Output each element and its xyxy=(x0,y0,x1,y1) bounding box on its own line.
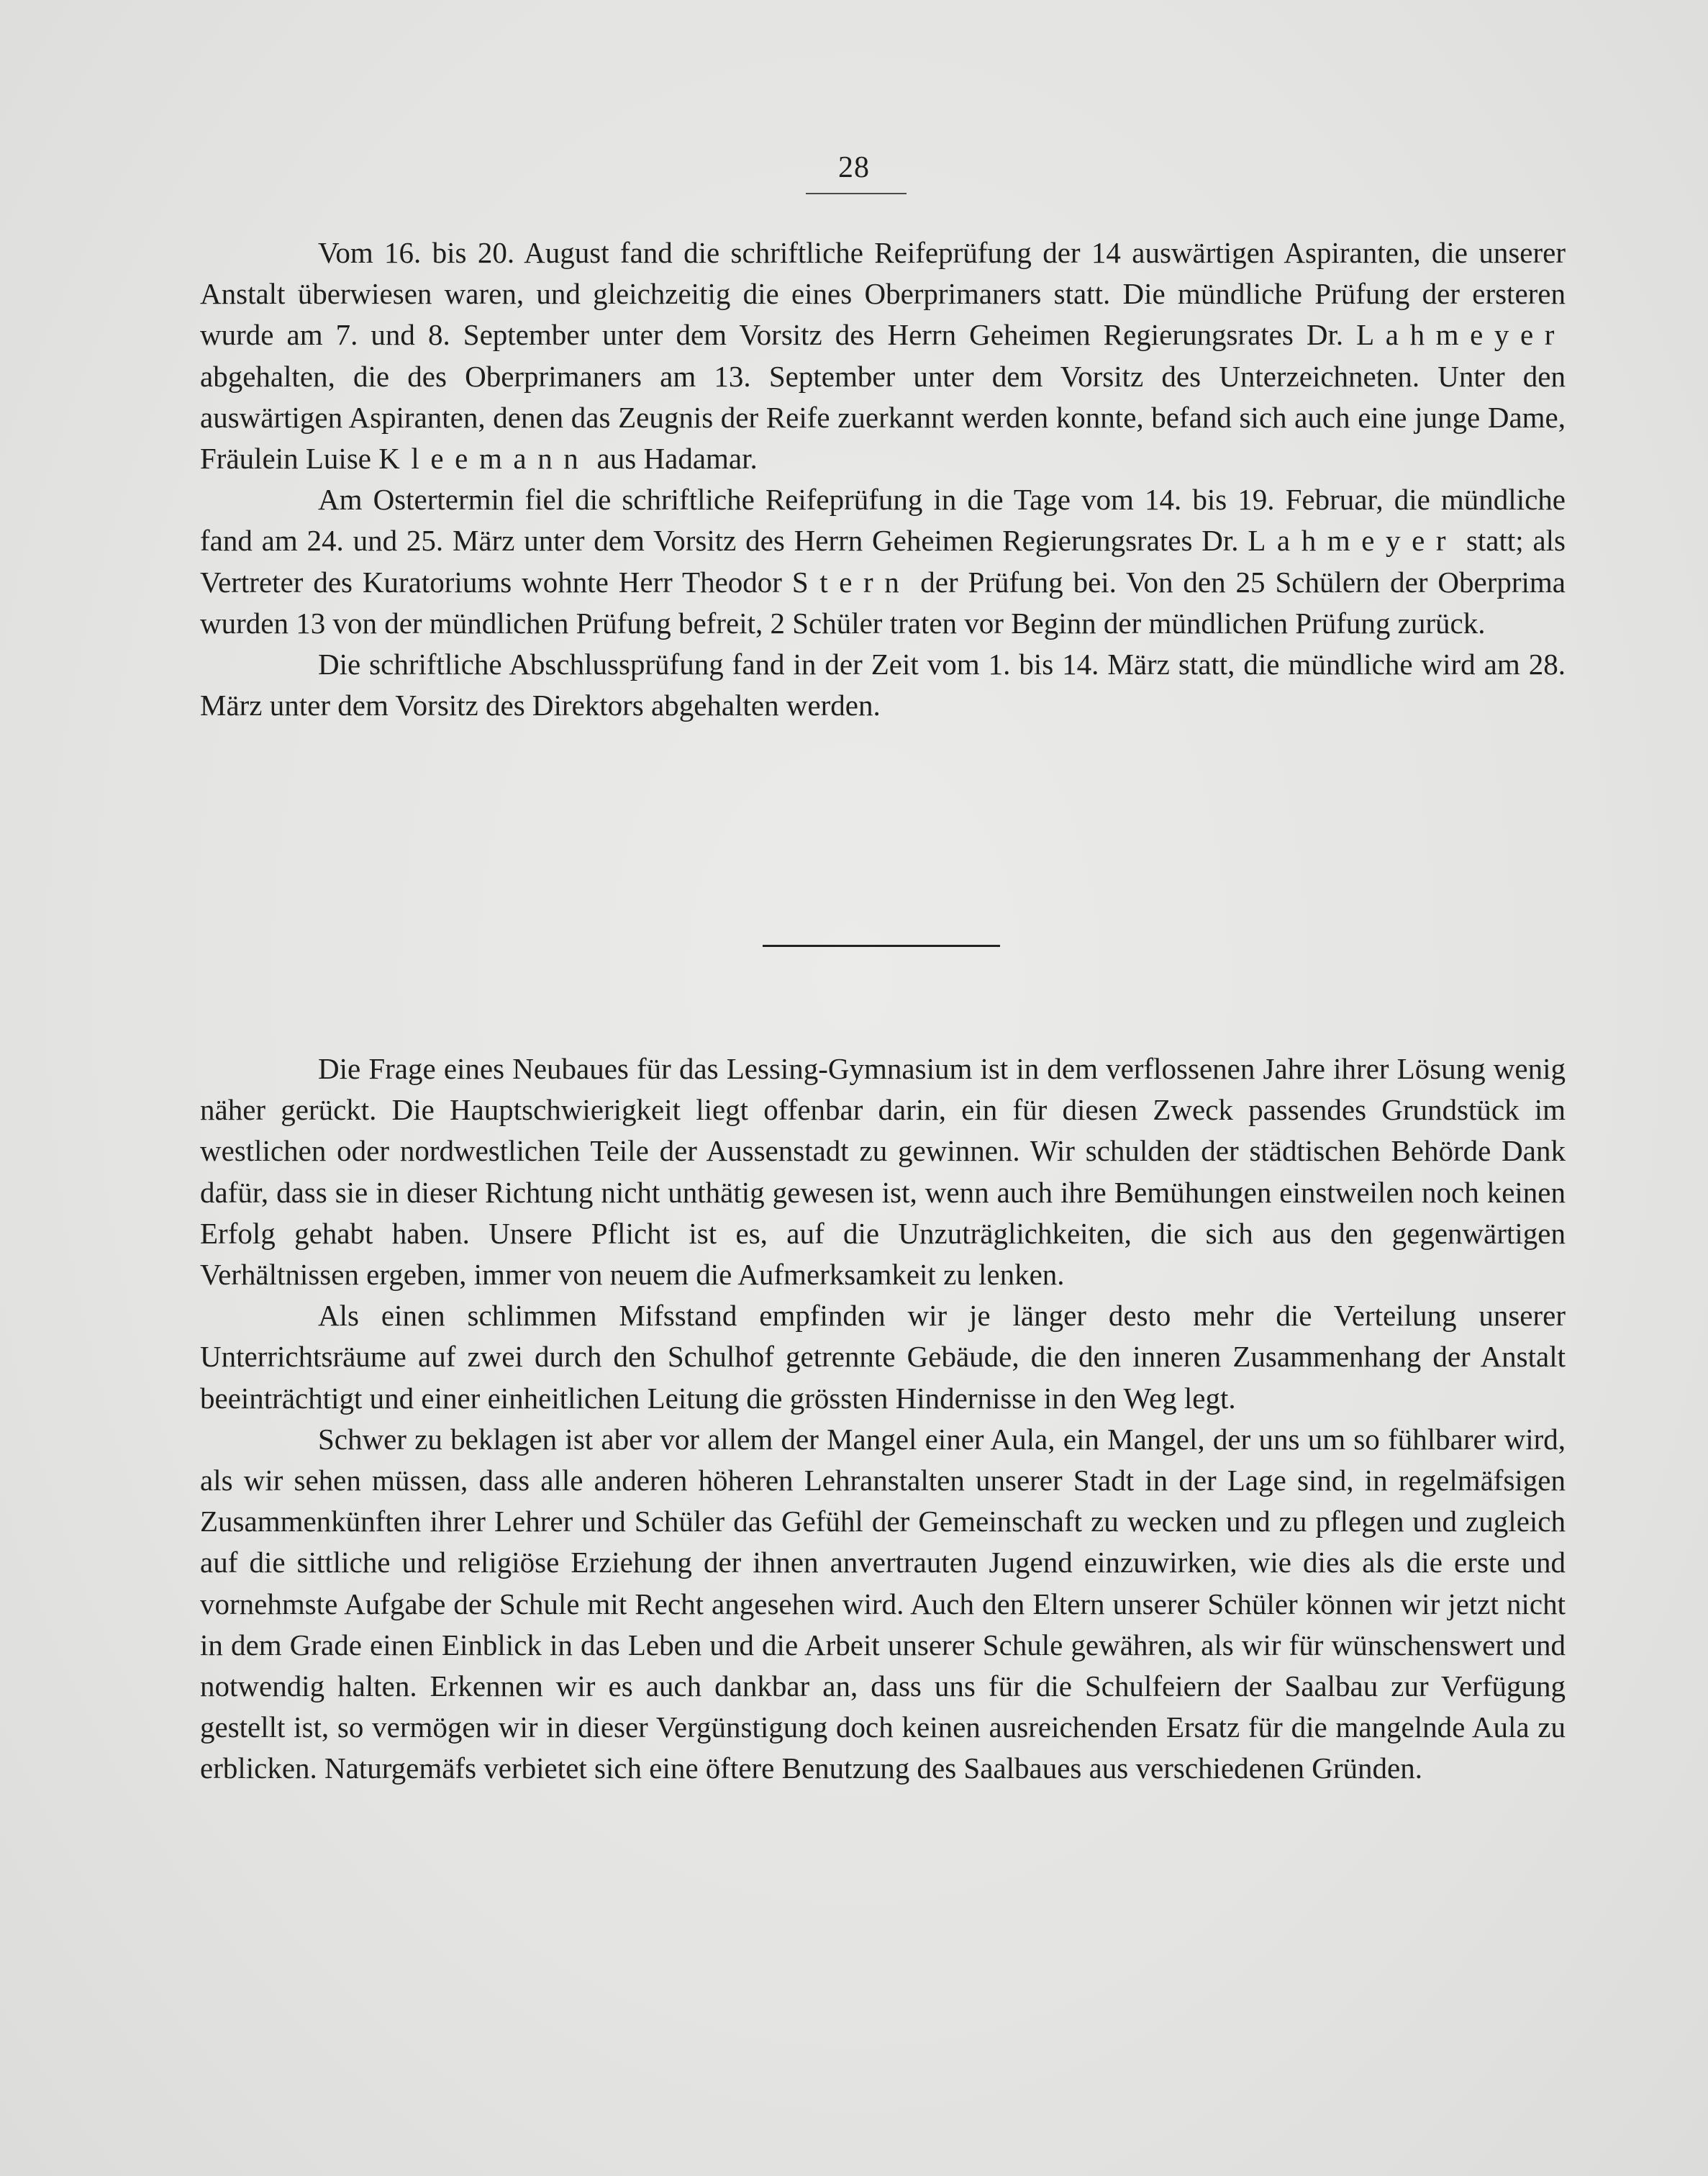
new-building-section xyxy=(200,1048,1566,1790)
name-kleemann: Kleemann xyxy=(378,442,590,476)
text-run: Am Ostertermin fiel die schriftliche Reifeprüfung in die Tage vom 14. bis 19. Februar, die mündliche fand am 24. und 25. März unter dem Vorsitz des Herrn Geheimen Regierungsrates Dr. xyxy=(200,483,1566,558)
text-run: der Prüfung bei. Von den 25 Schülern der Oberprima wurden 13 von der mündlichen Prüfung befreit, 2 Schüler traten vor Beginn der mündlichen Prüfung zurück. xyxy=(200,565,1566,640)
paragraph-aula-shortage: Schwer zu beklagen ist aber vor allem der Mangel einer Aula, ein Mangel, der uns um so fühlbarer wird, als wir sehen müssen, dass alle anderen höheren Lehranstalten unserer Stadt in der Lage sind, in regelmäfsigen Zusammenkünften ihrer Lehrer und Schüler das Gefühl der Gemeinschaft zu wecken und zu pflegen und zugleich auf die sittliche und religiöse Erziehung der ihnen anvertrauten Jugend einzuwirken, wie dies als die erste und vornehmste Aufgabe der Schule mit Recht angesehen wird. Auch den Eltern unserer Schüler können wir jetzt nicht in dem Grade einen Einblick in das Leben und die Arbeit unserer Schule gewähren, als wir für wünschenswert und notwendig halten. Erkennen wir es auch dankbar an, dass uns für die Schulfeiern der Saalbau zur Verfügung gestellt ist, so vermögen wir in dieser Vergünstigung doch keinen ausreichenden Ersatz für die mangelnde Aula zu erblicken. Naturgemäfs verbietet sich eine öftere Benutzung des Saalbaues aus verschiedenen Gründen. xyxy=(200,1422,1566,1785)
name-lahmeyer: Lahmeyer xyxy=(1356,318,1566,352)
paragraph-final-exam: Die schriftliche Abschlussprüfung fand in der Zeit vom 1. bis 14. März statt, die mündliche wird am 28. März unter dem Vorsitz des Direktors abgehalten werden. xyxy=(200,648,1566,722)
paragraph-easter-exam xyxy=(200,479,1566,644)
paragraph-classroom-distribution: Als einen schlimmen Mifsstand empfinden wir je länger desto mehr die Verteilung unserer Unterrichtsräume auf zwei durch den Schulhof getrennte Gebäude, die den inneren Zusammenhang der Anstalt beeinträchtigt und einer einheitlichen Leitung die grössten Hindernisse in den Weg legt. xyxy=(200,1299,1566,1415)
name-lahmeyer: Lahmeyer xyxy=(1248,524,1458,558)
paragraph-autumn-exam xyxy=(200,232,1566,479)
text-run: statt; als Vertreter des Kuratoriums wohnte Herr Theodor xyxy=(200,524,1566,599)
text-run: abgehalten, die des Oberprimaners am 13. September unter dem Vorsitz des Unterzeichneten. Unter den auswärtigen Aspiranten, denen das Zeugnis der Reife zuerkannt werden konnte, befand sich auch eine junge Dame, Fräulein Luise xyxy=(200,359,1566,476)
page-number-underline xyxy=(806,193,907,194)
paragraph-new-building: Die Frage eines Neubaues für das Lessing-Gymnasium ist in dem verflossenen Jahre ihrer Lösung wenig näher gerückt. Die Hauptschwierigkeit liegt offenbar darin, ein für diesen Zweck passendes Grundstück im westlichen oder nordwestlichen Teile der Aussenstadt zu gewinnen. Wir schulden der städtischen Behörde Dank dafür, dass sie in dieser Richtung nicht unthätig gewesen ist, wenn auch ihre Bemühungen einstweilen noch keinen Erfolg gehabt haben. Unsere Pflicht ist es, auf die Unzuträglichkeiten, die sich aus den gegenwärtigen Verhältnissen ergeben, immer von neuem die Aufmerksamkeit zu lenken. xyxy=(200,1052,1566,1292)
page-number: 28 xyxy=(838,151,870,184)
name-stern: Stern xyxy=(791,565,911,599)
examinations-section xyxy=(200,232,1566,726)
text-run: Vom 16. bis 20. August fand die schriftliche Reifeprüfung der 14 auswärtigen Aspiranten, die unserer Anstalt überwiesen waren, und gleichzeitig die eines Oberprimaners statt. Die mündliche Prüfung der ersteren wurde am 7. und 8. September unter dem Vorsitz des Herrn Geheimen Regierungsrates Dr. xyxy=(200,236,1566,352)
section-separator xyxy=(763,945,1000,947)
text-run: aus Hadamar. xyxy=(596,442,758,476)
